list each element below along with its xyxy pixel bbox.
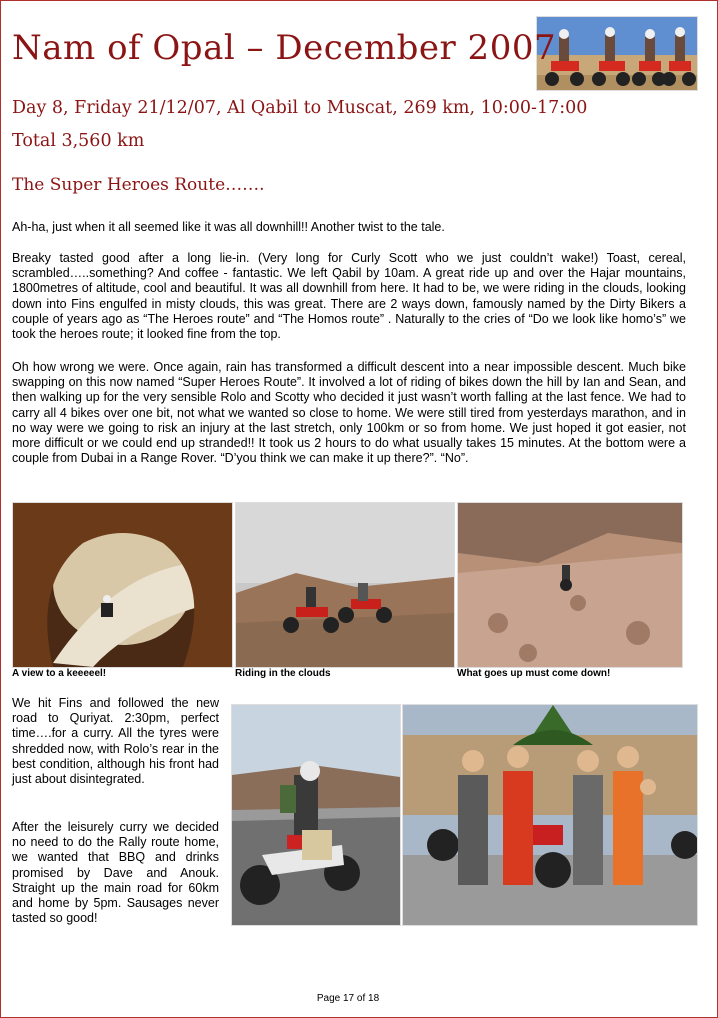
photo-rocky-descent bbox=[457, 502, 683, 668]
page-title: Nam of Opal – December 2007 bbox=[12, 28, 557, 68]
photo-group-bikes bbox=[402, 704, 698, 926]
photo-caption-clouds: Riding in the clouds bbox=[235, 668, 331, 679]
header-photo-riders bbox=[536, 16, 698, 91]
photo-caption-cave: A view to a keeeeel! bbox=[12, 668, 107, 679]
paragraph-intro: Ah-ha, just when it all seemed like it was all downhill!! Another twist to the tale. bbox=[12, 220, 445, 234]
paragraph-descent: Oh how wrong we were. Once again, rain has transformed a difficult descent into a near impossible descent. Much bike swapping on this now named “Super Heroes Route”. It involved a lot of riding of bikes down the hill by Ian and Sean, and then walking up for the very sensible Rolo and Scotty who decided it just wasn’t worth falling at the last fence. We had to carry all 4 bikes over one bit, not what we wanted so close to home. We were still tired from yesterdays marathon, and in no way were we going to risk an injury at the last stretch, only 100km or so from home. We just hoped it got easier, not more difficult or we could end up stranded!! It took us 2 hours to do what usually takes 15 minutes. At the bottom were a couple from Dubai in a Range Rover. “D’you think we can make it up there?”. “No”. bbox=[12, 360, 686, 466]
photo-cave-view bbox=[12, 502, 233, 668]
page-number: Page 17 of 18 bbox=[316, 993, 380, 1004]
paragraph-fins-curry: We hit Fins and followed the new road to Quriyat. 2:30pm, perfect time….for a curry. All the tyres were shredded now, with Rolo’s rear in the best condition, although his front had just about disintegrated. bbox=[12, 696, 219, 787]
photo-rider-road bbox=[231, 704, 401, 926]
photo-caption-descent: What goes up must come down! bbox=[457, 668, 611, 679]
paragraph-breakfast: Breaky tasted good after a long lie-in. (Very long for Curly Scott who we just couldn’t wake!) Toast, cereal, scrambled…..something? And coffee - fantastic. We left Qabil by 10am. A great ride up and over the Hajar mountains, 1800metres of altitude, cool and beautiful. It was all downhill from here. It had to be, we were riding in the clouds, looking down into Fins engulfed in misty clouds, this was great. There are 2 ways down, famously named by the Dirty Bikers a couple of years ago as “The Heroes route” and “The Homos route” . Naturally to the cries of “Do we look like homo’s” we took the heroes route; it looked fine from the top. bbox=[12, 251, 686, 342]
section-heading: The Super Heroes Route……. bbox=[12, 175, 265, 195]
photo-clouds-riding bbox=[235, 502, 455, 668]
total-distance: Total 3,560 km bbox=[12, 131, 145, 151]
paragraph-home: After the leisurely curry we decided no need to do the Rally route home, we wanted that BBQ and drinks promised by Dave and Anouk. Straight up the main road for 60km and home by 5pm. Sausages never tasted so good! bbox=[12, 820, 219, 926]
day-line: Day 8, Friday 21/12/07, Al Qabil to Muscat, 269 km, 10:00-17:00 bbox=[12, 98, 588, 118]
